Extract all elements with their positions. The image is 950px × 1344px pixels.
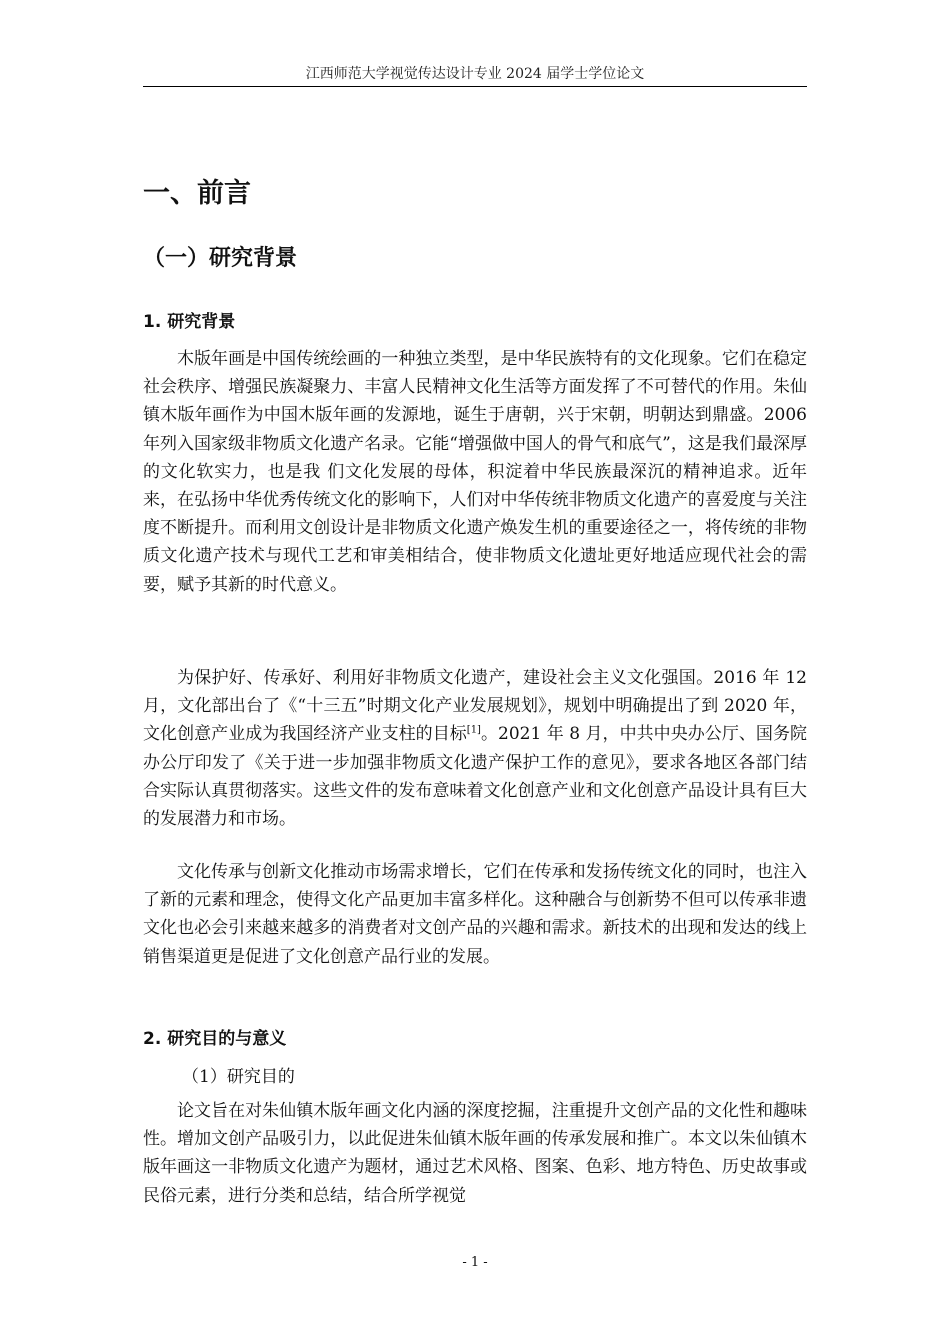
citation-ref: [1] (466, 724, 481, 736)
section-title: 一、前言 (143, 178, 251, 209)
paragraph-2-text-a: 为保护好、传承好、利用好非物质文化遗产，建设社会主义文化强国。2016 年 12 月，文化部出台了《“十三五”时期文化产业发展规划》，规划中明确提出了到 2020 年，文化创意产业成为我国经济产业支柱的目标 (143, 668, 807, 745)
paragraph-2-text-b: 。2021 年 8 月，中共中央办公厅、国务院办公厅印发了《关于进一步加强非物质文化遗产保护工作的意见》，要求各地区各部门结合实际认真贯彻落实。这些文件的发布意味着文化创意产业和文化创意产品设计具有巨大的发展潜力和市场。 (143, 724, 808, 830)
page-number: - 1 - (462, 1255, 488, 1270)
heading-research-background: 1. 研究背景 (143, 312, 236, 332)
paragraph-4: 论文旨在对朱仙镇木版年画文化内涵的深度挖掘，注重提升文创产品的文化性和趣味性。增加文创产品吸引力，以此促进朱仙镇木版年画的传承发展和推广。本文以朱仙镇木版年画这一非物质文化遗产为题材，通过艺术风格、图案、色彩、地方特色、历史故事或民俗元素，进行分类和总结，结合所学视觉 (143, 1101, 807, 1206)
header-rule (143, 86, 807, 87)
subsection-title: （一）研究背景 (143, 246, 298, 271)
paragraph-1: 木版年画是中国传统绘画的一种独立类型，是中华民族特有的文化现象。它们在稳定社会秩序、增强民族凝聚力、丰富人民精神文化生活等方面发挥了不可替代的作用。朱仙镇木版年画作为中国木版年画的发源地，诞生于唐朝，兴于宋朝，明朝达到鼎盛。2006 年列入国家级非物质文化遗产名录。它能“增强做中国人的骨气和底气”，这是我们最深厚的文化软实力，也是我 们文化发展的母体，积淀着中华民族最深沉的精神追求。近年来，在弘扬中华优秀传统文化的影响下，人们对中华传统非物质文化遗产的喜爱度与关注度不断提升。而利用文创设计是非物质文化遗产焕发生机的重要途径之一，将传统的非物质文化遗产技术与现代工艺和审美相结合，使非物质文化遗址更好地适应现代社会的需要，赋予其新的时代意义。 (143, 349, 807, 595)
running-header: 江西师范大学视觉传达设计专业 2024 届学士学位论文 (305, 66, 645, 82)
paragraph-3: 文化传承与创新文化推动市场需求增长，它们在传承和发扬传统文化的同时，也注入了新的元素和理念，使得文化产品更加丰富多样化。这种融合与创新势不但可以传承非遗文化也必会引来越来越多的消费者对文创产品的兴趣和需求。新技术的出现和发达的线上销售渠道更是促进了文化创意产品行业的发展。 (143, 862, 807, 967)
subheading-purpose: （1）研究目的 (182, 1067, 295, 1087)
heading-research-purpose: 2. 研究目的与意义 (143, 1029, 287, 1049)
paragraph-2 (143, 664, 807, 833)
